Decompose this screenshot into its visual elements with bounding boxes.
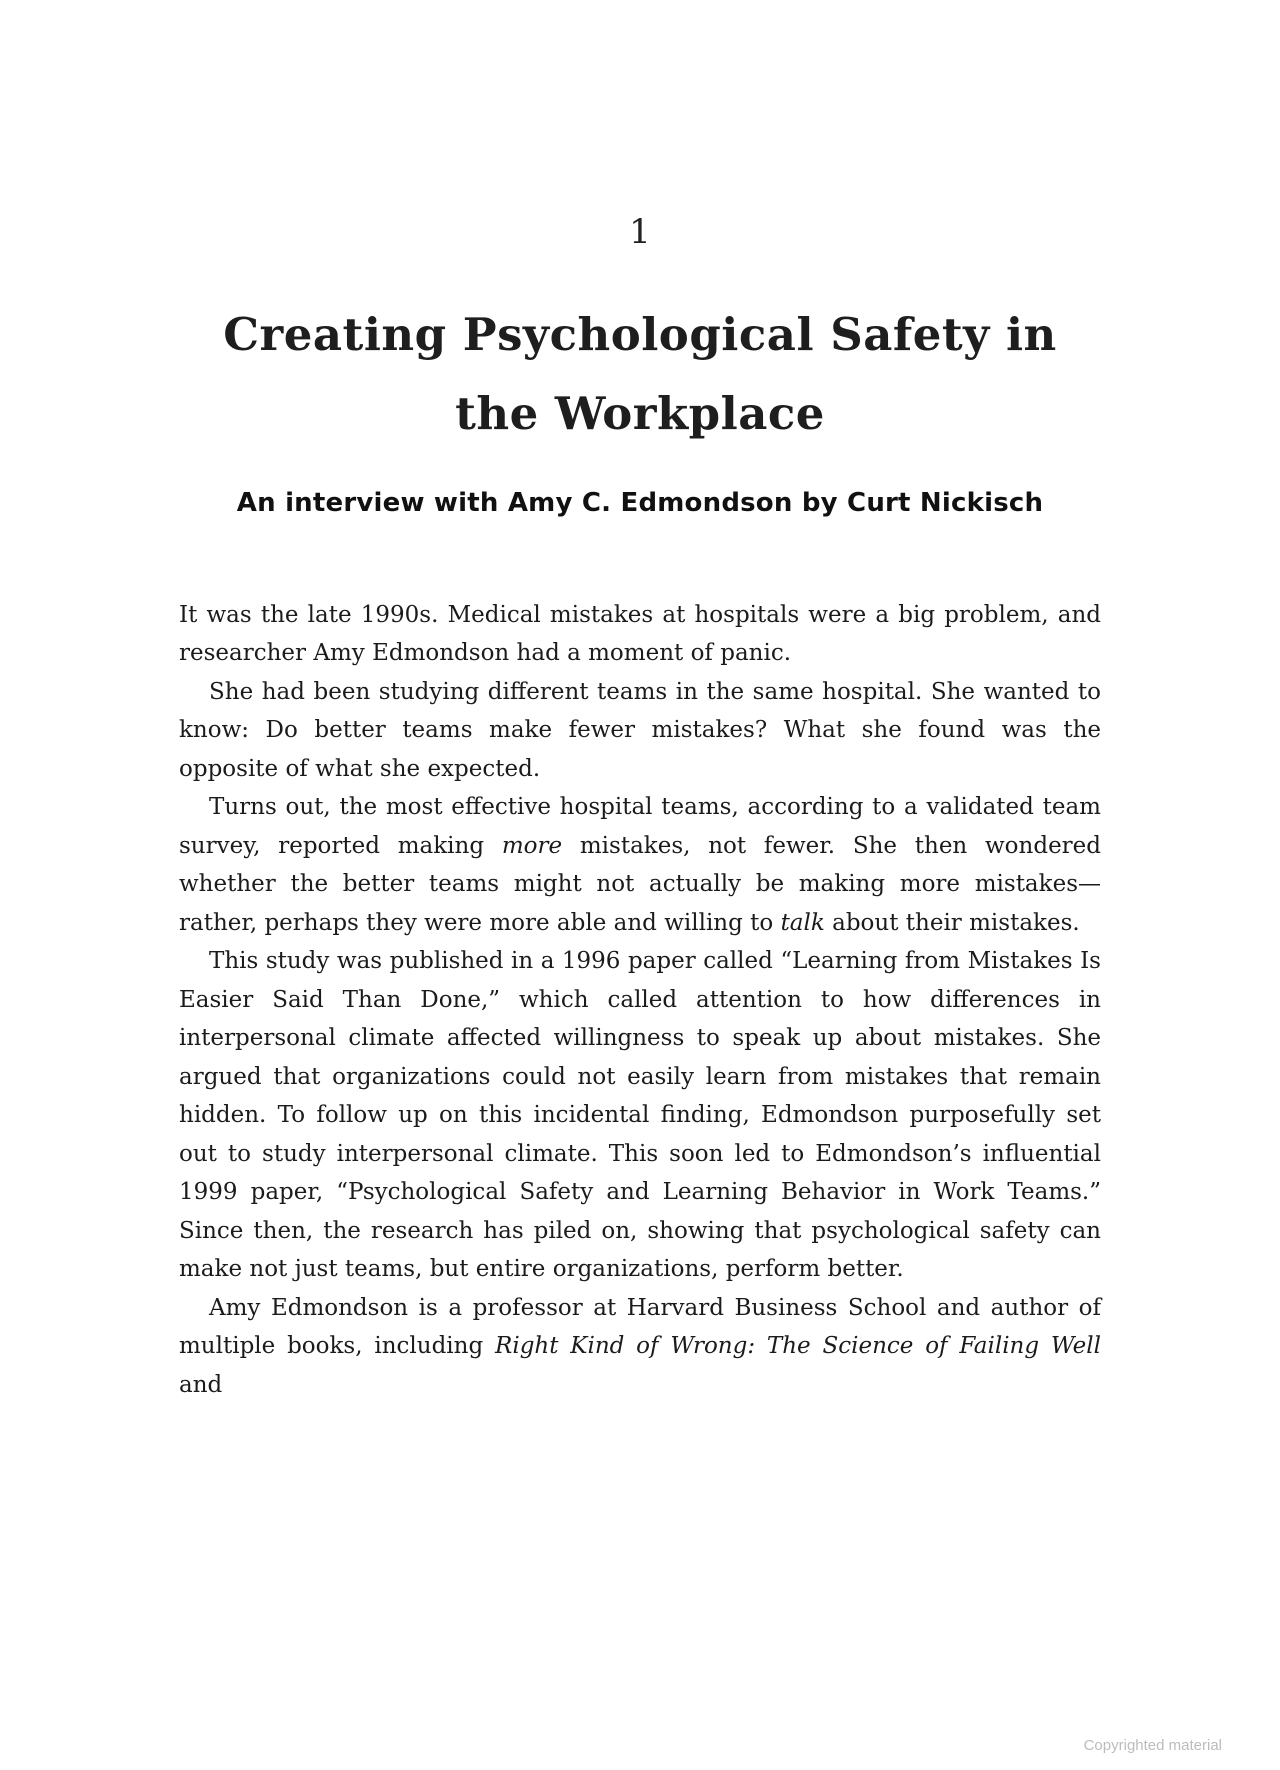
text-segment: She had been studying different teams in the same hospital. She wanted to know: Do better teams make fewer mistakes? What she found was the opposite of what she expected. — [179, 678, 1101, 782]
italic-text-segment: talk — [780, 909, 825, 936]
italic-text-segment: Right Kind of Wrong: The Science of Failing Well — [495, 1333, 1101, 1359]
chapter-title: Creating Psychological Safety in the Workplace — [223, 308, 1057, 440]
text-segment: Turns out, the most effective hospital teams, according to a validated team survey, reported making — [179, 794, 1101, 859]
paragraph — [179, 596, 1101, 673]
italic-text-segment: more — [501, 832, 563, 859]
paragraph — [179, 942, 1101, 1289]
copyright-notice: Copyrighted material — [1083, 1737, 1222, 1754]
text-segment: Amy Edmondson is a professor at Harvard Business School and author of multiple books, including — [179, 1294, 1101, 1359]
text-segment: mistakes, not fewer. She then wondered whether the better teams might not actually be making more mistakes—rather, perhaps they were more able and willing to — [179, 832, 1102, 936]
page-content — [179, 0, 1101, 1404]
chapter-number: 1 — [629, 212, 651, 252]
text-segment: This study was published in a 1996 paper called “Learning from Mistakes Is Easier Said Than Done,” which called attention to how differences in interpersonal climate affected willingness to speak up about mistakes. She argued that organizations could not easily learn from mistakes that remain hidden. To follow up on this incidental finding, Edmondson purposefully set out to study interpersonal climate. This soon led to Edmondson’s influential 1999 paper, “Psychological Safety and Learning Behavior in Work Teams.” Since then, the research has piled on, showing that psychological safety can make not just teams, but entire organizations, perform better. — [179, 948, 1101, 1282]
text-segment: about their mistakes. — [824, 909, 1080, 936]
paragraph — [179, 788, 1101, 942]
body-text — [179, 596, 1101, 1405]
paragraph — [179, 1289, 1101, 1405]
chapter-subtitle: An interview with Amy C. Edmondson by Curt Nickisch — [236, 487, 1044, 518]
text-segment: and — [179, 1371, 223, 1398]
text-segment: It was the late 1990s. Medical mistakes at hospitals were a big problem, and researcher Amy Edmondson had a moment of panic. — [179, 601, 1101, 666]
paragraph — [179, 673, 1101, 789]
